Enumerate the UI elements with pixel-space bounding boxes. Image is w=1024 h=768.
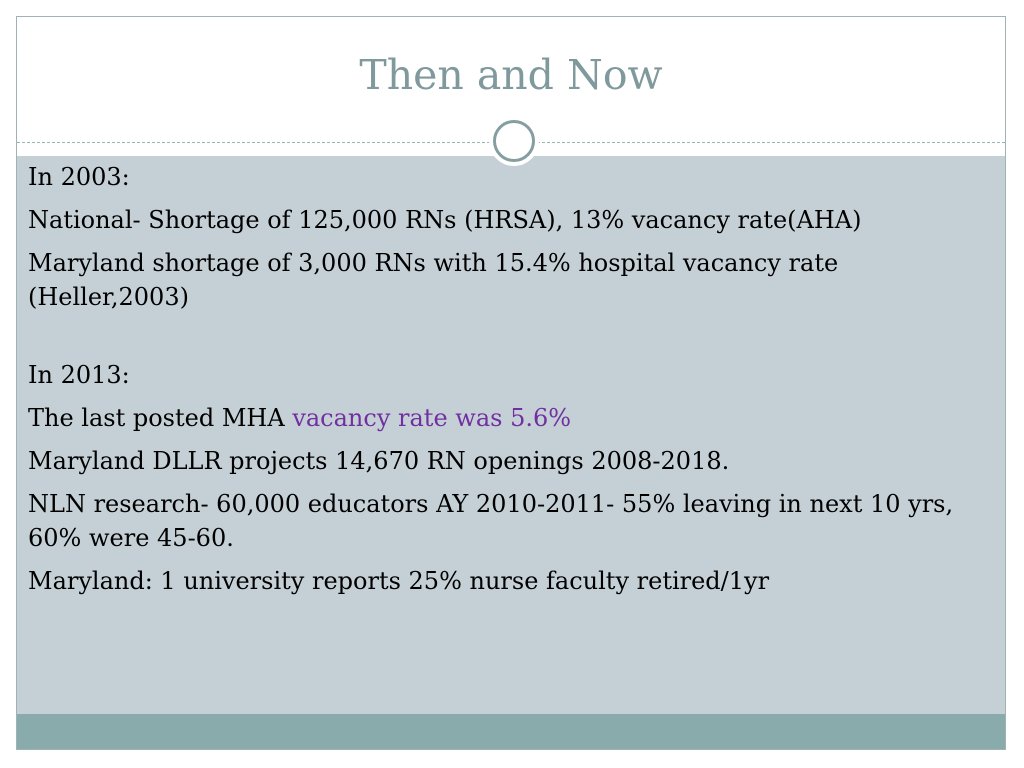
ornament-ring bbox=[493, 120, 535, 162]
dllr-projection-text: Maryland DLLR projects 14,670 RN openings 2008-2018. bbox=[28, 447, 730, 475]
mha-highlight: vacancy rate was 5.6% bbox=[292, 404, 572, 432]
mha-prefix: The last posted MHA bbox=[28, 404, 293, 432]
national-shortage-text: National- Shortage of 125,000 RNs (HRSA), 13% vacancy rate(AHA) bbox=[28, 206, 862, 234]
heading-2003: In 2003: bbox=[28, 163, 130, 191]
body-text bbox=[28, 160, 963, 607]
mha-vacancy-text bbox=[28, 401, 963, 435]
slide-title: Then and Now bbox=[359, 51, 663, 99]
maryland-shortage-text: Maryland shortage of 3,000 RNs with 15.4% hospital vacancy rate (Heller,2003) bbox=[28, 249, 839, 311]
footer-bar bbox=[17, 714, 1005, 749]
maryland-faculty-text: Maryland: 1 university reports 25% nurse faculty retired/1yr bbox=[28, 567, 770, 595]
heading-2013: In 2013: bbox=[28, 361, 130, 389]
paragraph-spacer bbox=[28, 323, 963, 358]
nln-research-text: NLN research- 60,000 educators AY 2010-2011- 55% leaving in next 10 yrs, 60% were 45-60. bbox=[28, 490, 954, 552]
circle-ornament-icon bbox=[489, 116, 539, 166]
